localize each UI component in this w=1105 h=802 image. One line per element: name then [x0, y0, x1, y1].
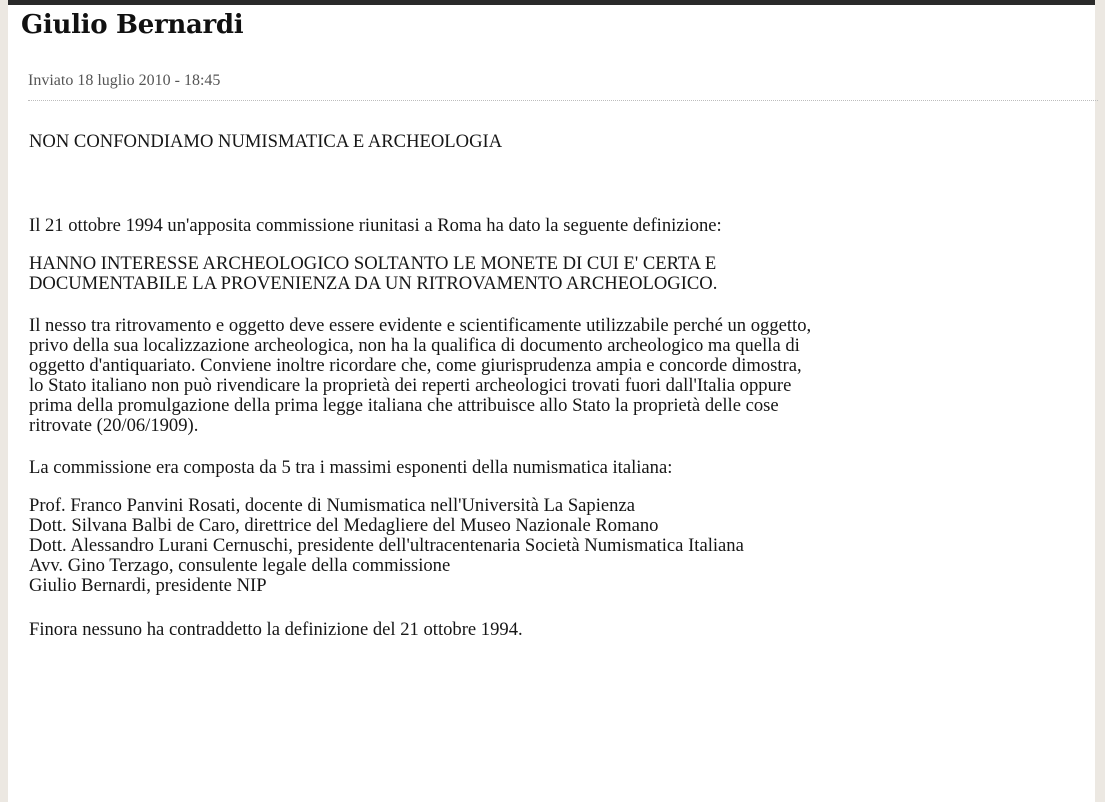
post-author: Giulio Bernardi — [21, 10, 244, 40]
explanation-line: lo Stato italiano non può rivendicare la proprietà dei reperti archeologici trovati fuori dall'Italia oppure — [29, 375, 792, 396]
definition-line: DOCUMENTABILE LA PROVENIENZA DA UN RITROVAMENTO ARCHEOLOGICO. — [29, 273, 718, 294]
closing-paragraph: Finora nessuno ha contraddetto la definizione del 21 ottobre 1994. — [29, 619, 523, 640]
definition-paragraph — [29, 254, 1089, 294]
definition-line: HANNO INTERESSE ARCHEOLOGICO SOLTANTO LE MONETE DI CUI E' CERTA E — [29, 253, 717, 274]
explanation-line: privo della sua localizzazione archeologica, non ha la qualifica di documento archeologico ma quella di — [29, 335, 800, 356]
explanation-line: prima della promulgazione della prima legge italiana che attribuisce allo Stato la proprietà delle cose — [29, 395, 779, 416]
post-timestamp: Inviato 18 luglio 2010 - 18:45 — [28, 72, 221, 89]
explanation-line: Il nesso tra ritrovamento e oggetto deve essere evidente e scientificamente utilizzabile perché un oggetto, — [29, 315, 812, 336]
member-line: Dott. Silvana Balbi de Caro, direttrice del Medagliere del Museo Nazionale Romano — [29, 515, 659, 536]
member-line: Dott. Alessandro Lurani Cernuschi, presidente dell'ultracentenaria Società Numismatica Italiana — [29, 535, 744, 556]
member-line: Avv. Gino Terzago, consulente legale della commissione — [29, 555, 451, 576]
forum-post — [8, 0, 1095, 802]
explanation-paragraph — [29, 316, 1089, 436]
member-line: Giulio Bernardi, presidente NIP — [29, 575, 267, 596]
intro-paragraph: Il 21 ottobre 1994 un'apposita commissione riunitasi a Roma ha dato la seguente definizione: — [29, 215, 722, 236]
explanation-line: ritrovate (20/06/1909). — [29, 415, 199, 436]
post-title-line: NON CONFONDIAMO NUMISMATICA E ARCHEOLOGIA — [29, 131, 503, 152]
meta-divider — [28, 100, 1098, 101]
explanation-line: oggetto d'antiquariato. Conviene inoltre ricordare che, come giurisprudenza ampia e concorde dimostra, — [29, 355, 802, 376]
member-line: Prof. Franco Panvini Rosati, docente di Numismatica nell'Università La Sapienza — [29, 495, 635, 516]
post-body — [29, 132, 1089, 640]
top-divider — [8, 0, 1095, 5]
commission-members-list — [29, 496, 1089, 596]
commission-intro: La commissione era composta da 5 tra i massimi esponenti della numismatica italiana: — [29, 457, 673, 478]
